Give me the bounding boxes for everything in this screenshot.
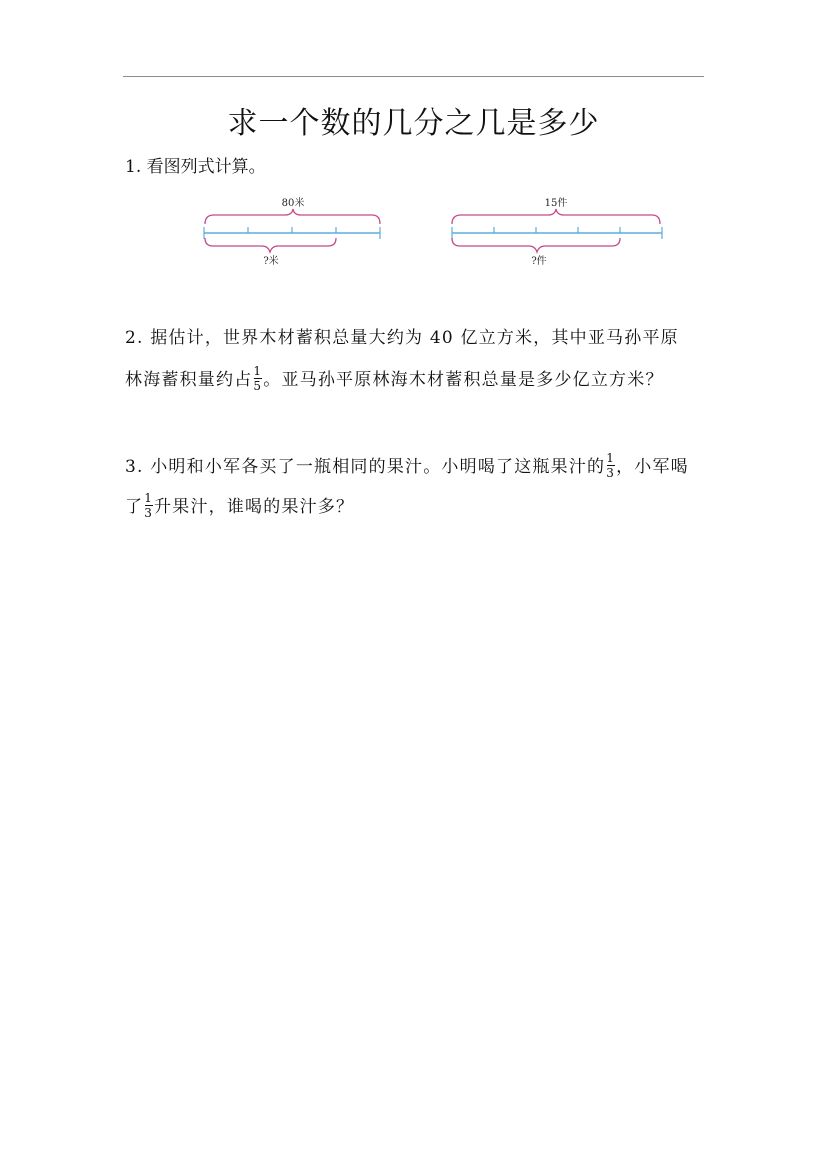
fraction-numerator: 1 — [144, 491, 154, 505]
diagram-left-part-brace — [205, 238, 336, 252]
diagram-left — [204, 196, 380, 267]
fraction-denominator: 3 — [606, 466, 616, 480]
question-3-fraction-2 — [144, 492, 153, 519]
diagram-left-part-label: ?米 — [263, 256, 279, 267]
diagram-right-total-label: 15件 — [544, 198, 568, 209]
question-1-diagrams — [0, 0, 827, 300]
question-2-fraction — [253, 365, 262, 392]
fraction-denominator: 5 — [253, 379, 263, 393]
page-title: 求一个数的几分之几是多少 — [227, 106, 600, 141]
diagram-right-part-label: ?件 — [531, 256, 547, 267]
question-3-line-2-before: 了 — [125, 497, 144, 517]
diagram-left-total-brace — [205, 209, 380, 224]
diagram-right-total-brace — [452, 209, 660, 224]
question-3-line-2 — [125, 492, 354, 522]
question-2-line-1: 2. 据估计，世界木材蓄积总量大约为 40 亿立方米，其中亚马孙平原 — [125, 328, 679, 348]
question-2-line-2-after: 。亚马孙平原林海木材蓄积总量是多少亿立方米？ — [263, 370, 664, 390]
question-1-text: 1. 看图列式计算。 — [125, 157, 266, 177]
diagram-left-total-label: 80米 — [281, 198, 305, 209]
fraction-denominator: 3 — [144, 506, 154, 520]
question-3-line-1-before: 3. 小明和小军各买了一瓶相同的果汁。小明喝了这瓶果汁的 — [125, 457, 606, 477]
question-3-fraction-1 — [606, 452, 615, 479]
diagram-right — [452, 196, 662, 267]
fraction-numerator: 1 — [606, 451, 616, 465]
question-3-line-2-after: 升果汁，谁喝的果汁多？ — [154, 497, 355, 517]
question-2-line-2 — [125, 365, 664, 395]
question-3-line-1-after: ，小军喝 — [616, 457, 689, 477]
question-2-line-2-before: 林海蓄积量约占 — [125, 370, 253, 390]
question-3-line-1 — [125, 452, 689, 482]
fraction-numerator: 1 — [253, 364, 263, 378]
diagram-right-part-brace — [452, 238, 620, 252]
